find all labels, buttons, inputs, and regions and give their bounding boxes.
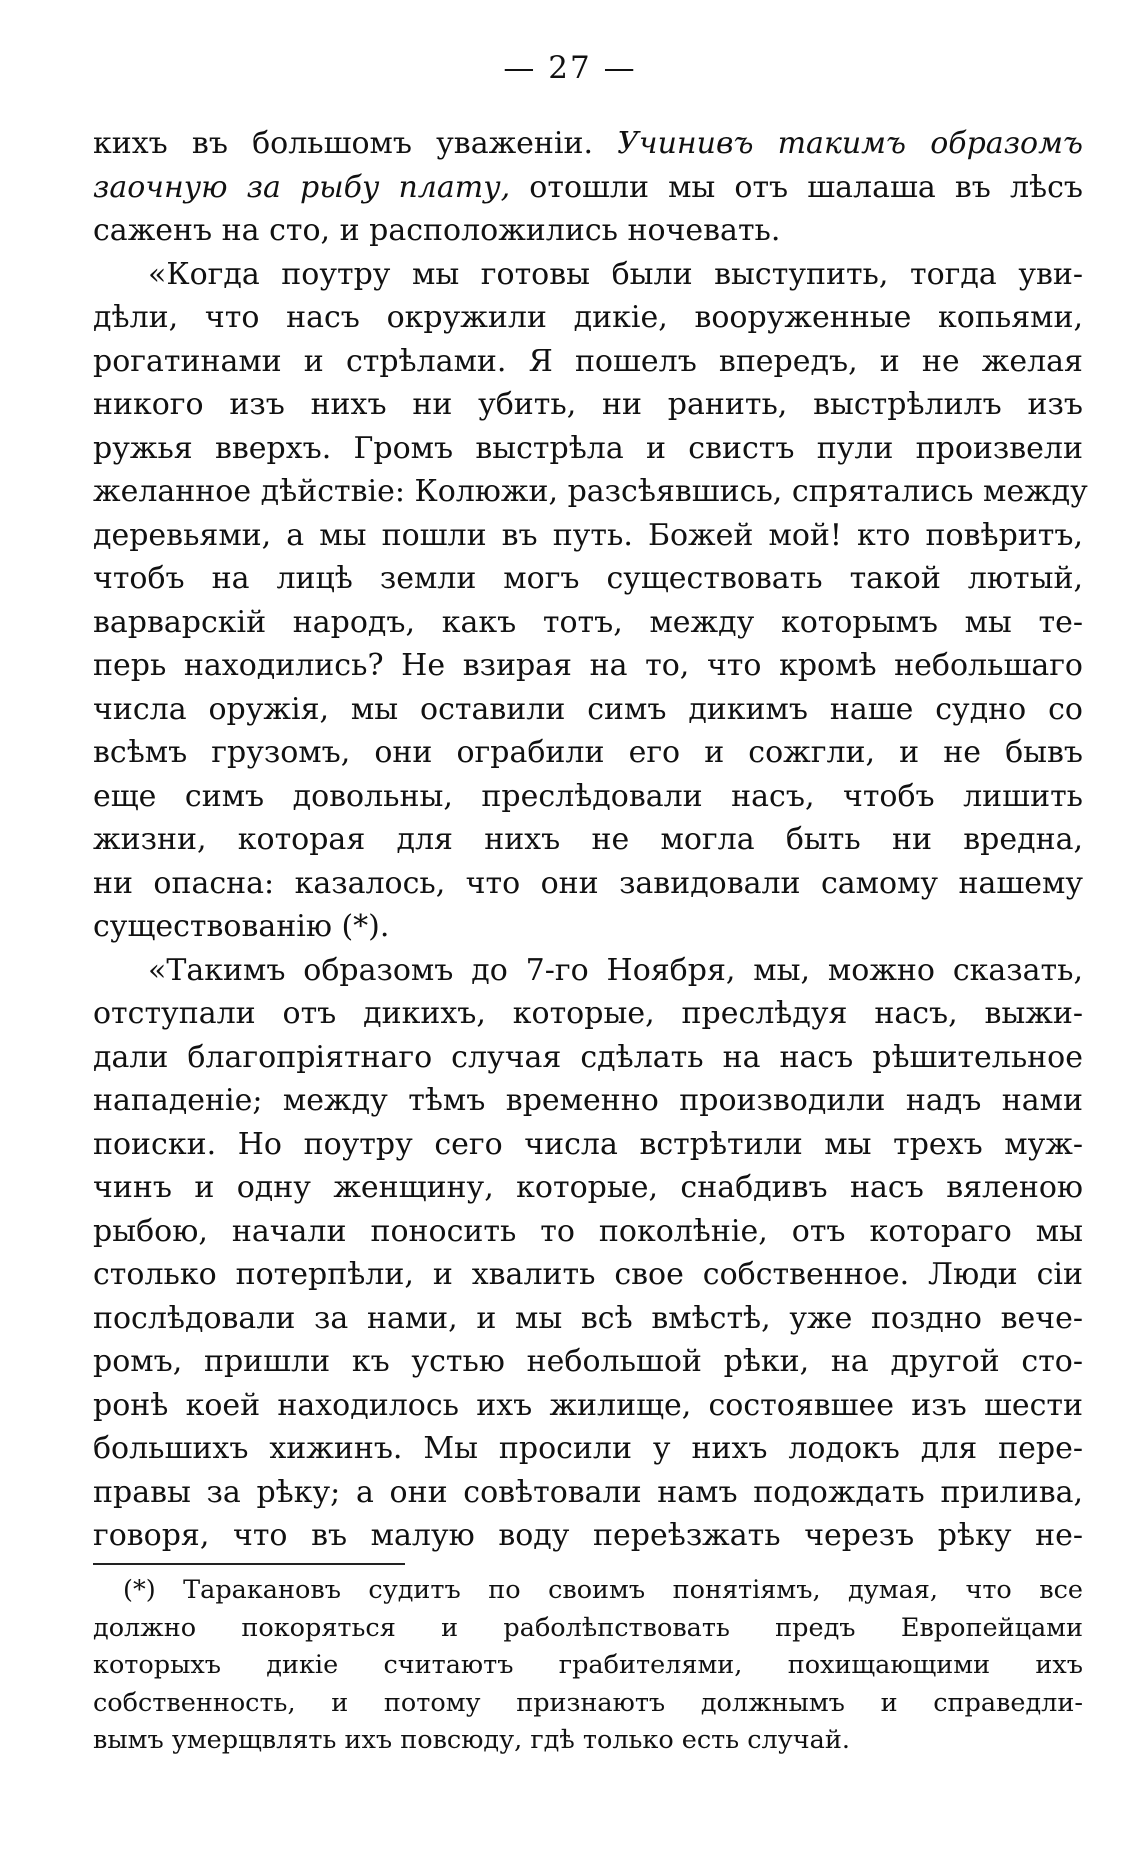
text-line-2: заочную за рыбу плату, отошли мы отъ шалаша въ лѣсъ — [93, 169, 1083, 205]
text-line-17: жизни, которая для нихъ не могла быть ни вредна, — [93, 822, 1083, 857]
footnote-line-3: которыхъ дикіе считаютъ грабителями, похищающими ихъ — [93, 1650, 1083, 1680]
text-line-25: чинъ и одну женщину, которые, снабдивъ насъ вяленою — [93, 1170, 1083, 1205]
text-line-22: дали благопріятнаго случая сдѣлать на насъ рѣшительное — [93, 1039, 1083, 1075]
text-line-29: ромъ, пришли къ устью небольшой рѣки, на другой сто- — [93, 1344, 1083, 1379]
text-line-19: существованію (*). — [93, 909, 390, 944]
text-line-27: столько потерпѣли, и хвалить свое собственное. Люди сіи — [93, 1257, 1083, 1292]
body-text — [93, 122, 1088, 1558]
text-line-16: еще симъ довольны, преслѣдовали насъ, чтобъ лишить — [93, 778, 1083, 814]
text-line-28: послѣдовали за нами, и мы всѣ вмѣстѣ, уже поздно вече- — [93, 1300, 1083, 1336]
text-line-1: кихъ въ большомъ уваженіи. Учинивъ такимъ образомъ — [93, 126, 1083, 161]
footnote-line-2: должно покоряться и раболѣпствовать предъ Европейцами — [93, 1612, 1083, 1643]
text-line-26: рыбою, начали поносить то поколѣніе, отъ котораго мы — [93, 1213, 1083, 1249]
text-line-12: варварскій народъ, какъ тотъ, между которымъ мы те- — [93, 604, 1083, 640]
footnote-divider — [93, 1563, 405, 1565]
text-line-21: отступали отъ дикихъ, которые, преслѣдуя насъ, выжи- — [93, 996, 1083, 1031]
text-line-23: нападеніе; между тѣмъ временно производили надъ нами — [93, 1083, 1083, 1118]
text-line-24: поиски. Но поутру сего числа встрѣтили мы трехъ муж- — [93, 1126, 1083, 1162]
text-line-4: «Когда поутру мы готовы были выступить, тогда уви- — [148, 256, 1083, 292]
footnote-line-5: вымъ умерщвлять ихъ повсюду, гдѣ только есть случай. — [93, 1725, 850, 1755]
text-line-30: ронѣ коей находилось ихъ жилище, состоявшее изъ шести — [93, 1387, 1083, 1423]
text-line-6: рогатинами и стрѣлами. Я пошелъ впередъ, и не желая — [93, 343, 1083, 379]
text-line-14: числа оружія, мы оставили симъ дикимъ наше судно со — [93, 691, 1083, 727]
text-line-32: правы за рѣку; а они совѣтовали намъ подождать прилива, — [93, 1474, 1083, 1510]
text-line-33: говоря, что въ малую воду переѣзжать черезъ рѣку не- — [93, 1518, 1083, 1553]
footnote-line-1: (*) Таракановъ судитъ по своимъ понятіямъ, думая, что все — [123, 1575, 1083, 1605]
text-line-15: всѣмъ грузомъ, они ограбили его и сожгли, и не бывъ — [93, 735, 1083, 770]
text-line-8: ружья вверхъ. Громъ выстрѣла и свистъ пули произвели — [93, 430, 1083, 466]
footnote — [93, 1572, 1083, 1760]
text-line-13: перь находились? Не взирая на то, что кромѣ небольшаго — [93, 648, 1083, 683]
text-line-31: большихъ хижинъ. Мы просили у нихъ лодокъ для пере- — [93, 1431, 1083, 1466]
page-number: — 27 — — [503, 50, 637, 86]
text-line-5: дѣли, что насъ окружили дикіе, вооруженные копьями, — [93, 300, 1083, 335]
footnote-line-4: собственность, и потому признаютъ должнымъ и справедли- — [93, 1687, 1083, 1718]
text-line-3: саженъ на сто, и расположились ночевать. — [93, 213, 781, 248]
text-line-20: «Такимъ образомъ до 7-го Ноября, мы, можно сказать, — [148, 952, 1083, 988]
text-line-11: чтобъ на лицѣ земли могъ существовать такой лютый, — [93, 561, 1083, 596]
text-line-10: деревьями, а мы пошли въ путь. Божей мой! кто повѣритъ, — [93, 517, 1083, 553]
text-line-9: желанное дѣйствіе: Колюжи, разсѣявшись, спрятались между — [93, 474, 1088, 509]
text-line-18: ни опасна: казалось, что они завидовали самому нашему — [93, 865, 1083, 901]
text-line-7: никого изъ нихъ ни убить, ни ранить, выстрѣлилъ изъ — [93, 387, 1083, 422]
